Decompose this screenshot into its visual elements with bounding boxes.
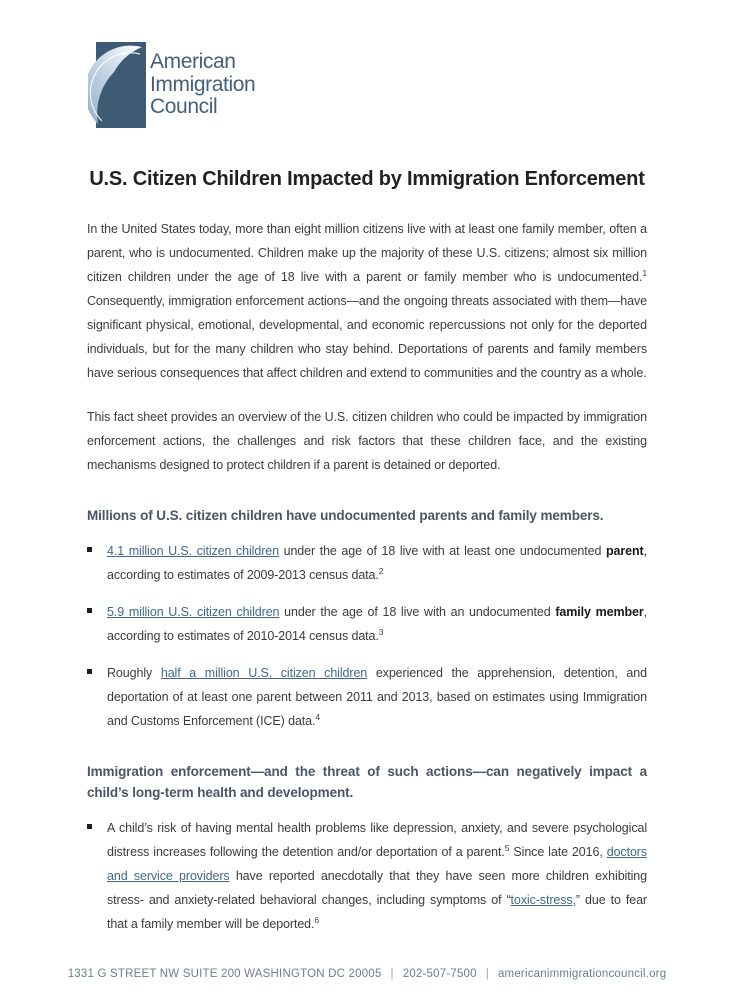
bullet-marker-icon [87,816,107,936]
text-run: , according to estimates of 2010-2014 census data. [107,605,647,643]
footnote-reference: 3 [378,626,384,637]
text-run: Roughly [107,666,161,680]
text-run: under the age of 18 live with at least one undocumented [278,544,606,558]
text-run: Since late 2016, [509,845,607,859]
bullet-marker-icon [87,661,107,733]
bullet-text [107,816,647,936]
text-run: have reported anecdotally that they have seen more children exhibiting stress- and anxiety-related behavioral changes, including symptoms of “ [107,869,647,907]
logo-crescent-icon [88,42,146,128]
bold-text: family member [555,605,644,619]
section-heading-1: Millions of U.S. citizen children have undocumented parents and family members. [87,508,604,523]
text-run: A child’s risk of having mental health problems like depression, anxiety, and severe psychological distress increases following the detention and/or deportation of a parent. [107,821,647,859]
footnote-reference: 2 [378,565,384,576]
section-2-bullet-list [87,816,647,936]
org-name-line3: Council [150,95,218,119]
org-name-line1: American [150,50,236,74]
bullet-marker-icon [87,539,107,587]
inline-link[interactable]: toxic-stress, [510,893,576,907]
intro-paragraph-1 [87,217,647,385]
bold-text: parent [606,544,644,558]
page-footer [0,968,734,980]
inline-link[interactable]: half a million U.S. citizen children [160,666,368,680]
bullet-text [107,539,647,587]
footer-phone: 202-507-7500 [402,968,477,980]
bullet-marker-icon [87,600,107,648]
text-run: experienced the apprehension, detention, and deportation of at least one parent between 2011 and 2013, based on estimates using Immigration and Customs Enforcement (ICE) data. [107,666,647,728]
footer-separator: | [485,968,489,980]
bullet-text [107,600,647,648]
text-run: , according to estimates of 2009-2013 census data. [107,544,647,582]
section-1-bullet-list [87,539,647,733]
bullet-item [87,539,647,587]
document-body [0,217,734,936]
bullet-item [87,816,647,936]
text-run: Consequently, immigration enforcement actions—and the ongoing threats associated with them—have significant physical, emotional, developmental, and economic repercussions not only for the deported individuals, but for the many children who stay behind. Deportations of parents and family members have serious consequences that affect children and extend to communities and the country as a whole. [87,294,647,380]
text-run: ” due to fear that a family member will be deported. [107,893,647,931]
text-run: under the age of 18 live with an undocumented [279,605,556,619]
footnote-reference: 1 [642,267,647,278]
footer-separator: | [390,968,394,980]
bullet-text [107,661,647,733]
bullet-item [87,661,647,733]
footer-address: 1331 G STREET NW SUITE 200 WASHINGTON DC 20005 [67,968,382,980]
org-name-line2: Immigration [150,72,256,96]
org-name [150,51,255,119]
text-run: In the United States today, more than eight million citizens live with at least one family member, often a parent, who is undocumented. Children make up the majority of these U.S. citizens; almost six million citizen children under the age of 18 live with a parent or family member who is undocumented. [87,222,647,284]
inline-link[interactable]: 5.9 million U.S. citizen children [107,605,280,619]
org-logo [88,42,734,128]
footnote-reference: 5 [504,842,510,853]
document-page [0,42,734,992]
inline-link[interactable]: 4.1 million U.S. citizen children [107,544,279,558]
intro-paragraph-2 [87,405,647,477]
footer-website[interactable]: americanimmigrationcouncil.org [497,968,667,980]
page-title: U.S. Citizen Children Impacted by Immigration Enforcement [89,168,645,190]
section-heading-2: Immigration enforcement—and the threat of such actions—can negatively impact a child’s long-term health and development. [87,764,647,800]
footnote-reference: 4 [315,711,321,722]
bullet-item [87,600,647,648]
inline-link[interactable]: doctors and service providers [107,845,648,883]
footnote-reference: 6 [314,914,320,925]
text-run: This fact sheet provides an overview of the U.S. citizen children who could be impacted by immigration enforcement actions, the challenges and risk factors that these children face, and the existing mechanisms designed to protect children if a parent is detained or deported. [87,410,647,472]
